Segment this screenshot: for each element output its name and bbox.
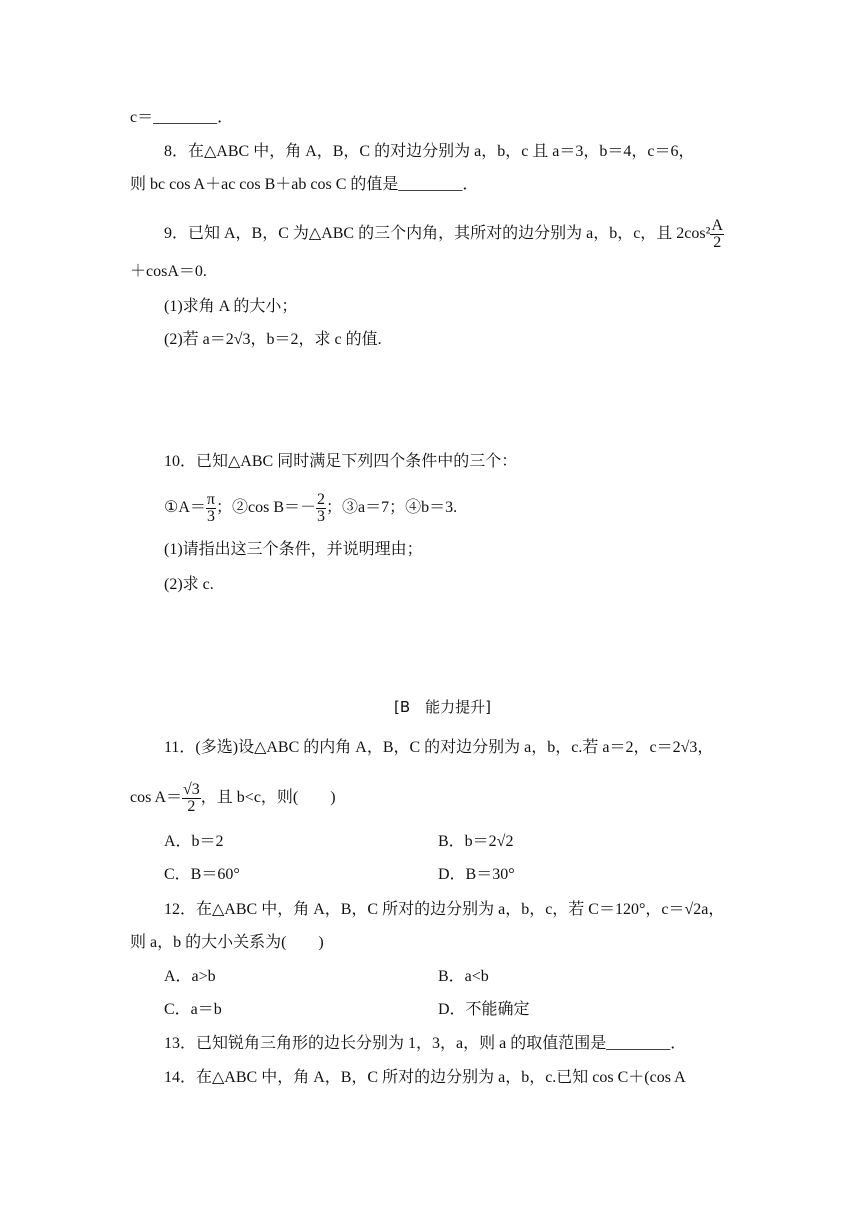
fraction-numerator: A (711, 217, 723, 234)
problem-12-option-c: C．a＝b (164, 1001, 222, 1018)
problem-13: 13．已知锐角三角形的边长分别为 1，3，a，则 a 的取值范围是________． (164, 1035, 687, 1052)
condition-1-text: ①A＝ (164, 499, 206, 517)
fraction-denominator: 3 (317, 508, 325, 525)
problem-9-part-1: (1)求角 A 的大小； (164, 298, 298, 315)
fraction-numerator: 2 (317, 491, 325, 508)
condition-text: ，且 b<c，则( ) (200, 789, 336, 807)
problem-11-option-b: B．b＝2√2 (438, 833, 514, 850)
problem-10-conditions (164, 492, 457, 525)
answer-line-c: c＝________． (130, 109, 234, 126)
problem-11-option-c: C．B＝60° (164, 866, 240, 883)
fraction-denominator: 3 (206, 508, 215, 525)
cos-a-text: cos A＝ (130, 789, 183, 807)
fraction-pi-over-3 (206, 492, 216, 525)
problem-11-option-d: D．B＝30° (438, 866, 515, 883)
problem-12-line-1: 12．在△ABC 中，角 A，B，C 所对的边分别为 a，b，c，若 C＝120°，c＝√2a， (164, 901, 725, 918)
condition-2-text: ；②cos B＝－ (215, 499, 316, 517)
problem-9-line-1 (164, 218, 724, 251)
problem-10-part-2: (2)求 c. (164, 576, 214, 593)
fraction-numerator: π (206, 491, 215, 508)
problem-12-option-b: B．a<b (438, 968, 489, 985)
problem-12-line-2: 则 a，b 的大小关系为( ) (130, 934, 324, 951)
section-heading: [B 能力提升] (394, 698, 491, 716)
problem-14-line-1: 14．在△ABC 中，角 A，B，C 所对的边分别为 a，b，c.已知 cos C＋(cos A (164, 1069, 686, 1086)
problem-10-line-1: 10．已知△ABC 同时满足下列四个条件中的三个： (164, 453, 518, 470)
problem-8-line-2: 则 bc cos A＋ac cos B＋ab cos C 的值是________． (130, 176, 479, 193)
fraction-numerator: √3 (183, 781, 200, 798)
problem-11-line-2 (130, 782, 336, 815)
fraction-sqrt3-over-2 (182, 782, 201, 815)
problem-11-line-1: 11．(多选)设△ABC 的内角 A，B，C 的对边分别为 a，b，c.若 a＝2，c＝2√3， (164, 739, 714, 756)
condition-3-4-text: ；③a＝7；④b＝3. (326, 499, 458, 517)
fraction-denominator: 2 (187, 798, 196, 815)
problem-9-text: 9．已知 A，B，C 为△ABC 的三个内角，其所对的边分别为 a，b，c，且 2cos² (164, 225, 711, 243)
fraction-denominator: 2 (713, 234, 722, 251)
problem-12-option-a: A．a>b (164, 968, 216, 985)
problem-11-option-a: A．b＝2 (164, 833, 224, 850)
problem-12-option-d: D．不能确定 (438, 1001, 530, 1018)
problem-9-part-2: (2)若 a＝2√3，b＝2，求 c 的值. (164, 331, 382, 348)
fraction-2-over-3 (316, 492, 326, 525)
problem-10-part-1: (1)请指出这三个条件，并说明理由； (164, 541, 423, 558)
problem-8-line-1: 8．在△ABC 中，角 A，B，C 的对边分别为 a，b，c 且 a＝3，b＝4，c＝6， (164, 143, 695, 160)
problem-9-line-2: ＋cosA＝0. (130, 263, 207, 280)
fraction-a-over-2 (710, 218, 724, 251)
